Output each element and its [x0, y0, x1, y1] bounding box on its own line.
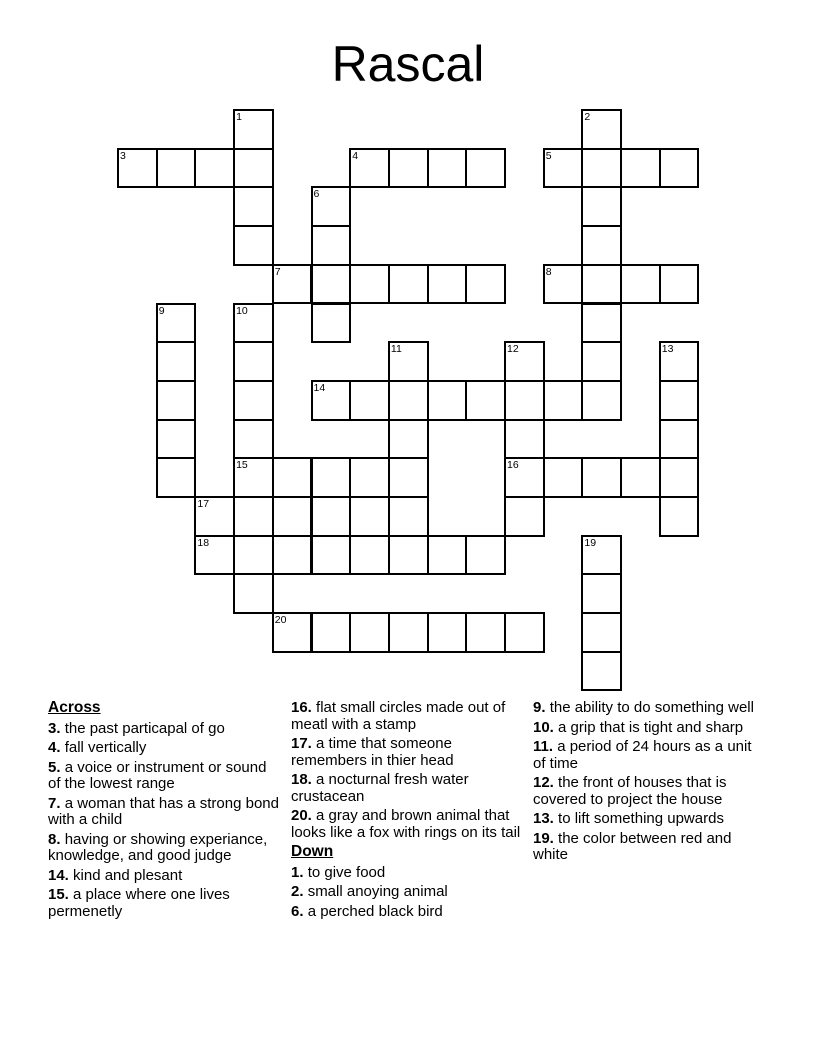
grid-cell[interactable] [156, 341, 197, 382]
grid-cell[interactable] [233, 341, 274, 382]
grid-cell[interactable] [581, 535, 622, 576]
grid-cell[interactable] [349, 535, 390, 576]
clue-number: 16 [507, 459, 519, 472]
clue-across-20: 20. a gray and brown animal that looks like a fox with rings on its tail [291, 807, 521, 841]
clue-down-13: 13. to lift something upwards [533, 810, 724, 827]
grid-cell[interactable] [388, 419, 429, 460]
clues-column-1 [48, 700, 283, 923]
clue-number: 2 [584, 111, 591, 123]
clue-across-15: 15. a place where one lives permenetly [48, 886, 230, 920]
grid-cell[interactable] [465, 535, 506, 576]
clue-number: 8 [545, 265, 552, 278]
grid-cell[interactable] [581, 109, 622, 150]
clue-number: 12 [507, 343, 519, 356]
grid-cell[interactable] [581, 186, 622, 227]
grid-cell[interactable] [349, 496, 390, 537]
grid-cell[interactable] [272, 457, 313, 498]
grid-cell[interactable] [581, 457, 622, 498]
clue-across-14: 14. kind and plesant [48, 866, 183, 884]
grid-cell[interactable] [659, 264, 700, 305]
grid-cell[interactable] [504, 612, 545, 653]
grid-cell[interactable] [272, 612, 313, 653]
grid-cell[interactable] [581, 148, 622, 189]
grid-cell[interactable] [311, 535, 352, 576]
clue-number: 20 [274, 614, 287, 627]
grid-cell[interactable] [233, 419, 274, 460]
grid-cell[interactable] [194, 148, 235, 189]
clue-number: 1 [236, 111, 242, 123]
grid-cell[interactable] [543, 457, 584, 498]
grid-cell[interactable] [233, 303, 274, 344]
clue-number: 15 [236, 459, 248, 472]
clue-number: 14 [313, 381, 326, 394]
clue-number: 17 [197, 498, 210, 510]
grid-cell[interactable] [233, 496, 274, 537]
grid-cell[interactable] [504, 341, 545, 382]
grid-cell[interactable] [311, 612, 352, 653]
clue-number: 5 [545, 149, 552, 162]
grid-cell[interactable] [427, 535, 468, 576]
clue-across-8: 8. having or showing experiance, knowledge, and good judge [48, 830, 268, 864]
grid-cell[interactable] [156, 303, 197, 344]
across-header: Across [48, 699, 101, 716]
grid-cell[interactable] [465, 612, 506, 653]
clue-across-4: 4. fall vertically [48, 739, 147, 756]
grid-cell[interactable] [388, 612, 429, 653]
clue-number: 6 [313, 188, 320, 201]
grid-cell[interactable] [504, 457, 545, 498]
grid-cell[interactable] [156, 457, 197, 498]
grid-cell[interactable] [311, 457, 352, 498]
clue-number: 11 [390, 343, 402, 356]
grid-cell[interactable] [659, 496, 700, 537]
puzzle-title: Rascal [331, 36, 485, 92]
grid-cell[interactable] [659, 380, 700, 421]
grid-cell[interactable] [272, 264, 313, 305]
clue-number: 3 [120, 149, 126, 162]
grid-cell[interactable] [581, 573, 622, 614]
grid-cell[interactable] [156, 380, 197, 421]
grid-cell[interactable] [659, 148, 700, 189]
grid-cell[interactable] [620, 457, 661, 498]
grid-cell[interactable] [427, 148, 468, 189]
grid-cell[interactable] [272, 535, 313, 576]
grid-cell[interactable] [427, 612, 468, 653]
grid-cell[interactable] [388, 535, 429, 576]
grid-cell[interactable] [581, 303, 622, 344]
clue-across-5: 5. a voice or instrument or sound of the lowest range [48, 758, 267, 792]
clue-down-1: 1. to give food [291, 863, 386, 881]
grid-cell[interactable] [427, 264, 468, 305]
clue-across-3: 3. the past particapal of go [48, 719, 225, 737]
grid-cell[interactable] [581, 612, 622, 653]
grid-cell[interactable] [465, 264, 506, 305]
grid-cell[interactable] [465, 148, 506, 189]
grid-cell[interactable] [233, 457, 274, 498]
grid-cell[interactable] [272, 496, 313, 537]
clue-number: 13 [661, 343, 674, 356]
grid-cell[interactable] [194, 535, 235, 576]
clue-down-2: 2. small anoying animal [291, 883, 448, 900]
clues-column-2 [291, 700, 526, 923]
grid-cell[interactable] [388, 380, 429, 421]
grid-cell[interactable] [349, 148, 390, 189]
grid-cell[interactable] [504, 496, 545, 537]
grid-cell[interactable] [504, 419, 545, 460]
clues-column-3 [533, 700, 768, 867]
grid-cell[interactable] [504, 380, 545, 421]
grid-cell[interactable] [233, 535, 274, 576]
clue-down-9: 9. the ability to do something well [533, 699, 754, 716]
grid-cell[interactable] [349, 612, 390, 653]
clue-across-7: 7. a woman that has a strong bond with a child [48, 794, 279, 828]
grid-cell[interactable] [233, 148, 274, 189]
grid-cell[interactable] [465, 380, 506, 421]
grid-cell[interactable] [311, 496, 352, 537]
grid-cell[interactable] [543, 148, 584, 189]
grid-cell[interactable] [659, 341, 700, 382]
clue-down-12: 12. the front of houses that is covered to project the house [533, 774, 727, 808]
grid-cell[interactable] [233, 573, 274, 614]
grid-cell[interactable] [388, 148, 429, 189]
clue-across-16: 16. flat small circles made out of meatl with a stamp [291, 699, 506, 733]
grid-cell[interactable] [388, 496, 429, 537]
grid-cell[interactable] [156, 419, 197, 460]
grid-cell[interactable] [311, 380, 352, 421]
grid-cell[interactable] [388, 341, 429, 382]
grid-cell[interactable] [233, 186, 274, 227]
clue-number: 4 [352, 149, 359, 162]
down-header: Down [291, 843, 334, 860]
grid-cell[interactable] [349, 380, 390, 421]
clue-number: 18 [197, 536, 210, 549]
grid-cell[interactable] [311, 303, 352, 344]
grid-cell[interactable] [117, 148, 158, 189]
clue-across-18: 18. a nocturnal fresh water crustacean [291, 771, 469, 805]
grid-cell[interactable] [620, 148, 661, 189]
grid-cell[interactable] [543, 264, 584, 305]
grid-cell[interactable] [156, 148, 197, 189]
clue-across-17: 17. a time that someone remembers in thier head [291, 735, 454, 769]
grid-cell[interactable] [194, 496, 235, 537]
grid-cell[interactable] [659, 419, 700, 460]
clue-down-19: 19. the color between red and white [533, 829, 732, 863]
grid-cell[interactable] [581, 341, 622, 382]
grid-cell[interactable] [581, 225, 622, 266]
grid-cell[interactable] [233, 225, 274, 266]
grid-cell[interactable] [349, 264, 390, 305]
clue-down-6: 6. a perched black bird [291, 902, 443, 920]
clue-down-10: 10. a grip that is tight and sharp [533, 718, 744, 736]
grid-cell[interactable] [620, 264, 661, 305]
clue-down-11: 11. a period of 24 hours as a unit of time [533, 738, 752, 772]
grid-cell[interactable] [543, 380, 584, 421]
grid-cell[interactable] [388, 457, 429, 498]
grid-cell[interactable] [233, 109, 274, 150]
grid-cell[interactable] [311, 186, 352, 227]
grid-cell[interactable] [581, 380, 622, 421]
clue-number: 10 [236, 304, 248, 317]
clue-number: 19 [584, 536, 597, 549]
grid-cell[interactable] [233, 380, 274, 421]
grid-cell[interactable] [349, 457, 390, 498]
grid-cell[interactable] [388, 264, 429, 305]
clue-number: 7 [274, 265, 281, 278]
clue-number: 9 [158, 304, 165, 317]
grid-cell[interactable] [659, 457, 700, 498]
grid-cell[interactable] [581, 651, 622, 692]
grid-cell[interactable] [311, 264, 352, 305]
grid-cell[interactable] [311, 225, 352, 266]
grid-cell[interactable] [427, 380, 468, 421]
grid-cell[interactable] [581, 264, 622, 305]
